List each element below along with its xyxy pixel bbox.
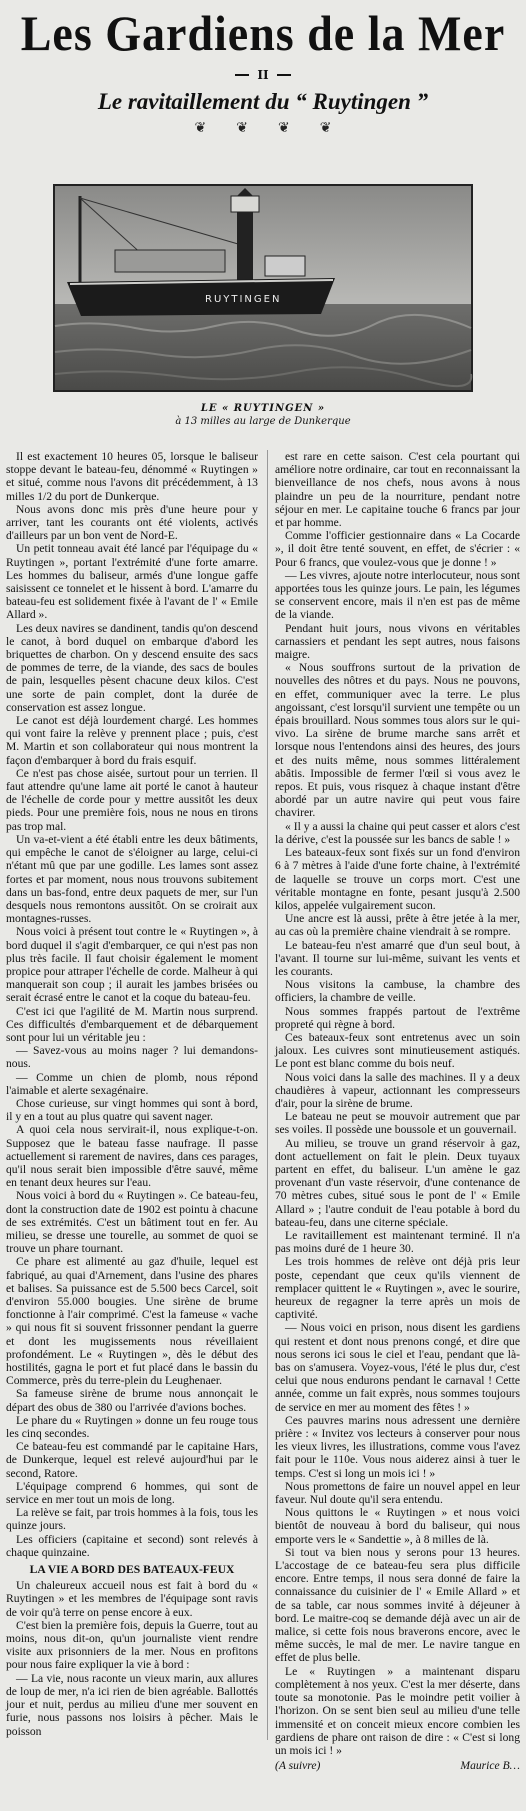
paragraph: Sa fameuse sirène de brume nous annonçait le départ des obus de 380 ou l'arrivée d'avions boches. (6, 1387, 258, 1414)
paragraph: — La vie, nous raconte un vieux marin, aux allures de loup de mer, n'a ici rien de bien agréable. Ballottés jour et nuit, perdus au milieu d'une mer souvent en furie, nous passons nos loisirs à pêcher. Mais le poisson (6, 1671, 258, 1738)
paragraph: A quoi cela nous servirait-il, nous explique-t-on. Supposez que le bateau fasse naufrage. Il passe actuellement si rarement de navires, dans ces parages, qu'il nous serait bien impossible d'être sauvé, même en tenant deux heures sur l'eau. (6, 1123, 258, 1190)
paragraph: Les deux navires se dandinent, tandis qu'on descend le canot, à bord duquel on embarque d'abord les briquettes de charbon. On y descend ensuite des sacs de pommes de terre, de la viande, des sacs de boules de pain, lesquelles pèsent chacune deux kilos. C'est une sorte de pain complet, dont la durée de conservation est assez longue. (6, 621, 258, 714)
column-left (6, 450, 258, 1740)
rule-left (235, 74, 249, 76)
section-heading: LA VIE A BORD DES BATEAUX-FEUX (29, 1563, 235, 1577)
masthead (6, 0, 520, 136)
paragraph: — Les vivres, ajoute notre interlocuteur, nous sont apportées tous les quinze jours. Le pain, les légumes se conservent encore, mais il n'en est pas de même de la viande. (274, 568, 520, 622)
paragraph: est rare en cette saison. C'est cela pourtant qui améliore notre ordinaire, car tout en reconnaissant la bienveillance de nos chefs, nous avons à nous plaindre un peu de la nourriture, pendant notre séjour en mer. Le capitaine touche 6 francs par jour et par homme. (274, 450, 520, 530)
caption-subtitle: à 13 milles au large de Dunkerque (175, 416, 351, 427)
paragraph: — Savez-vous au moins nager ? lui demandons-nous. (6, 1044, 258, 1071)
paragraph: Comme l'officier gestionnaire dans « La Cocarde », il doit être tenté souvent, en effet, de s'écrier : « Pour 6 francs, que voulez-vous que je donne ! » (274, 529, 520, 569)
column-right (267, 450, 520, 1773)
paragraph: Nous visitons la cambuse, la chambre des officiers, la chambre de veille. (274, 978, 520, 1005)
paragraph: Pendant huit jours, nous vivons en véritables carnassiers et pendant les sept autres, nous faisons maigre. (274, 621, 520, 662)
paragraph: Le bateau-feu n'est amarré que d'un seul bout, à l'avant. Il tourne sur lui-même, suivant les vents et les courants. (274, 938, 520, 978)
deckhouse (265, 256, 305, 276)
article-body (6, 450, 520, 1773)
author-signature: Maurice B… (460, 1759, 520, 1773)
paragraph: Le bateau ne peut se mouvoir autrement que par ses voiles. Il possède une boussole et un gouvernail. (274, 1110, 520, 1137)
paragraph: Les trois hommes de relève ont déjà pris leur poste, cependant que ceux qu'ils viennent de remplacer quittent le « Ruytingen », avec le sourire, heureux de regagner la terre après un mois de captivité. (274, 1255, 520, 1322)
lighthouse-tower (237, 208, 253, 288)
paragraph: Au milieu, se trouve un grand réservoir à gaz, dont actuellement on fait le plein. Deux tuyaux partent en effet, du baliseur. L'un amène le gaz provenant d'un vaste réservoir, d'une contenance de 70 mètres cubes, situé sous le pont de l' « Emile Allard » ; l'autre conduit de l'eau potable à bord du bateau-feu, dans une citerne spéciale. (274, 1136, 520, 1229)
ship-photo (53, 184, 473, 392)
part-number (6, 68, 520, 82)
fleuron-icon: ❦ (319, 120, 332, 136)
lantern (231, 196, 259, 212)
paragraph: Nous voici à bord du « Ruytingen ». Ce bateau-feu, dont la construction date de 1902 est pointu à chacune de ses extrémités. C'est un bâtiment tout en fer. Au milieu, se dresse une tourelle, au sommet de quoi se trouve un phare tournant. (6, 1189, 258, 1256)
paragraph: Ce bateau-feu est commandé par le capitaine Hars, de Dunkerque, lequel est relevé aujourd'hui par le second, Ratore. (6, 1440, 258, 1480)
paragraph: Les officiers (capitaine et second) sont relevés à chaque quinzaine. (6, 1532, 258, 1559)
paragraph: Ce phare est alimenté au gaz d'huile, lequel est fabriqué, au quai d'Arnement, dans l'usine des phares et balises. Sa puissance est de 5.500 becs Carcel, soit d'environ 55.000 bougies. Une sirène de brume fonctionne à l'air comprimé. C'est la fameuse « vache » qui nous fit si souvent frissonner pendant la guerre et dont les mugissements nous réveillaient profondément. Le « Ruytingen », dès le début des hostilités, gagna le port et fut placé dans le bassin du Commerce, près du terre-plein du Leughenaer. (6, 1255, 258, 1388)
fleuron-icon: ❦ (278, 120, 290, 136)
article-subtitle: Le ravitaillement du “ Ruytingen ” (97, 89, 429, 114)
paragraph: Le ravitaillement est maintenant terminé. Il n'a pas moins duré de 1 heure 30. (274, 1228, 520, 1256)
paragraph: Le canot est déjà lourdement chargé. Les hommes qui vont faire la relève y prennent place ; puis, c'est M. Martin et son collaborateur qui nous montrent la façon d'embarquer à bord du frais esquif. (6, 714, 258, 767)
paragraph: Ces bateaux-feux sont entretenus avec un soin jaloux. Les cuivres sont minutieusement astiqués. Le pont est blanc comme du bois neuf. (274, 1030, 520, 1071)
paragraph: Un petit tonneau avait été lancé par l'équipage du « Ruytingen », portant l'extrémité d'une forte amarre. Les hommes du baliseur, armés d'une longue gaffe saisissent ce tonnelet et le hissent à bord. L'amarre du bateau-feu est solidement fixée à l'avant de l' « Emile Allard ». (6, 542, 258, 622)
paragraph: Nous avons donc mis près d'une heure pour y arriver, tant les courants ont été violents, activés d'ailleurs par un bon vent de Nord-E. (6, 502, 258, 543)
rule-right (277, 74, 291, 76)
paragraph: L'équipage comprend 6 hommes, qui sont de service en mer tout un mois de long. (6, 1479, 258, 1507)
lifeboat (115, 250, 225, 272)
paragraph: — Nous voici en prison, nous disent les gardiens qui restent et dont nous prenons congé, et dire que nous serons ici sous le ciel et l'eau, pendant que là-bas on s'amusera. Voyez-vous, l'été le plus dur, c'est celui que nous endurons pendant le carnaval ! Cette année, comme un fait exprès, nous sommes toujours de service en mer au moment des fêtes ! » (274, 1321, 520, 1414)
paragraph: Chose curieuse, sur vingt hommes qui sont à bord, il y en a tout au plus quatre qui savent nager. (6, 1096, 258, 1124)
paragraph: — Comme un chien de plomb, nous répond l'aimable et alerte sexagénaire. (6, 1070, 258, 1097)
paragraph: Nous voici dans la salle des machines. Il y a deux chaudières à vapeur, actionnant les compresseurs d'air, pour la sirène de brume. (274, 1070, 520, 1110)
paragraph: Nous voici à présent tout contre le « Ruytingen », à bord duquel il s'agit d'embarquer, ce qui n'est pas non plus très facile. Il faut choisir également le moment propice pour attraper l'échelle de corde. Malheur à qui manquerait son coup ; il aurait les jambes brisées ou serait écrasé entre le canot et la coque du bateau-feu. (6, 925, 258, 1005)
fleuron-icon: ❦ (236, 120, 248, 136)
paragraph: Le « Ruytingen » a maintenant disparu complètement à nos yeux. C'est la mer déserte, dans toute sa monotonie. Pas le moindre petit voilier à l'horizon. On se sent bien seul au milieu d'une telle immensité et on conceit mieux encore combien les gardiens de phare ont raison de dire : « C'est si long un mois ici ! » (274, 1664, 520, 1757)
paragraph: La relève se fait, par trois hommes à la fois, tous les quinze jours. (6, 1506, 258, 1533)
signoff (275, 1759, 520, 1772)
hull-lettering: RUYTINGEN (205, 294, 282, 305)
to-be-continued: (A suivre) (274, 1759, 321, 1773)
photo-figure (6, 184, 520, 428)
paragraph: C'est bien la première fois, depuis la Guerre, tout au moins, nous dit-on, qu'un journaliste vient rendre visite aux prisonniers de la mer. Nous en profitons pour nous faire expliquer la vie à bord : (6, 1618, 258, 1672)
paragraph: Une ancre est là aussi, prête à être jetée à la mer, au cas où la première chaine viendrait à se rompre. (274, 912, 520, 939)
paragraph: Ce n'est pas chose aisée, surtout pour un terrien. Il faut attendre qu'une lame ait porté le canot à hauteur de l'échelle de corde pour y mettre aussitôt les deux pieds. Pour une première fois, nous ne nous en tirons pas trop mal. (6, 766, 258, 833)
paragraph: « Il y a aussi la chaine qui peut casser et alors c'est la dérive, c'est la poussée sur les bancs de sable ! » (274, 819, 520, 846)
caption-title: LE « RUYTINGEN » (200, 403, 326, 414)
paragraph: Nous promettons de faire un nouvel appel en leur faveur. Nul doute qu'il sera entendu. (274, 1479, 520, 1507)
part-label: II (257, 68, 269, 82)
ornament-row (6, 120, 520, 136)
paragraph: Le phare du « Ruytingen » donne un feu rouge tous les cinq secondes. (6, 1413, 258, 1441)
paragraph: Nous sommes frappés partout de l'extrême propreté qui règne à bord. (274, 1004, 520, 1031)
lightship-illustration (55, 186, 471, 390)
article-title: Les Gardiens de la Mer (20, 5, 506, 61)
paragraph: « Nous souffrons surtout de la privation de nouvelles des nôtres et du pays. Nous ne pouvons, en effet, communiquer avec la terre. Le plus angoissant, c'est lorsqu'il survient une tempête ou un épais brouillard. Nous sommes tous alors sur le qui-vivo. La sirène de brume marche sans arrêt et lorsque nous l'entendons ainsi des heures, des jours et des nuits même, nous sommes littéralement abâtis. Impossible de fermer l'œil si vous avez le repos. Et puis, vous risquez à chaque instant d'être abordé par un autre navire qui peut vous faire chavirer. (274, 661, 520, 820)
paragraph: Si tout va bien nous y serons pour 13 heures. L'accostage de ce bateau-feu sera plus difficile encore. Entre temps, il nous sera donné de faire la connaissance du cuisinier de l' « Emile Allard » et de sa table, car nous sommes invité à déjeuner à bord. Le maitre-coq se demande déjà avec un air de malice, si cette fois nous braverons encore, avec le même succès, le mal de mer. Le navire tangue en effet de plus belle. (274, 1545, 520, 1665)
paragraph: Un chaleureux accueil nous est fait à bord du « Ruytingen » et les membres de l'équipage sont ravis de voir qu'à terre on pense encore à eux. (6, 1579, 258, 1619)
paragraph: Nous quittons le « Ruytingen » et nous voici bientôt de nouveau à bord du baliseur, qui nous emporte vers le « Sandettie », à 8 milles de là. (274, 1506, 520, 1546)
photo-caption (6, 402, 520, 428)
paragraph: Les bateaux-feux sont fixés sur un fond d'environ 6 à 7 mètres à l'aide d'une forte chaine, à l'extrémité de laquelle se trouve un corps mort. C'est une véritable montagne en fonte, pesant jusqu'à 2.500 kilos, appelée vulgairement sucon. (274, 846, 520, 912)
paragraph: Un va-et-vient a été établi entre les deux bâtiments, qui empêche le canot de s'éloigner au large, celui-ci n'étant mû que par une godille. Les lames sont assez fortes et par moment, nous nous trouvons subitement dans un bas-fond, entre deux paquets de mer, sur l'un desquels nous remontons aussitôt. On se croirait aux montagnes-russes. (6, 832, 258, 926)
fleuron-icon: ❦ (194, 120, 207, 136)
paragraph: Il est exactement 10 heures 05, lorsque le baliseur stoppe devant le bateau-feu, dénommé « Ruytingen » et situé, comme nous l'avons dit précédemment, à 13 milles 1/2 du port de Dunkerque. (6, 450, 258, 503)
paragraph: C'est ici que l'agilité de M. Martin nous surprend. Ces difficultés d'embarquement et de débarquement sont pour lui un véritable jeu : (6, 1004, 258, 1044)
paragraph: Ces pauvres marins nous adressent une dernière prière : « Invitez vos lecteurs à conserver pour nous les vieux livres, les illustrations, comme vous l'avez fait pour le 110e. Vous nous aiderez ainsi à tuer le temps. C'est si long un mois ici ! » (274, 1413, 520, 1480)
